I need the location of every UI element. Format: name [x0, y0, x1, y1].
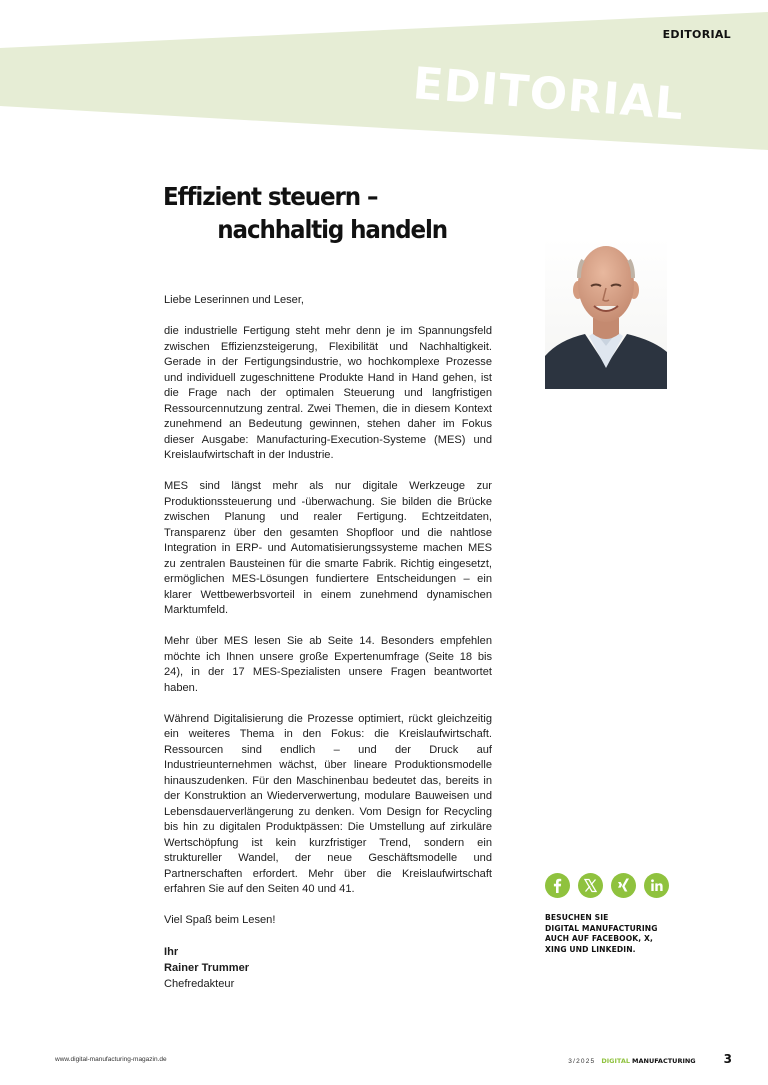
- signature-name: Rainer Trummer: [164, 962, 250, 974]
- xing-icon[interactable]: [611, 873, 636, 898]
- page-number: 3: [723, 1052, 732, 1066]
- header-band: [0, 0, 768, 160]
- social-promo-text: [545, 913, 685, 955]
- paragraph-2: MES sind längst mehr als nur digitale Werkzeuge zur Produktionssteuerung und -überwachung. Sie bilden die Brücke zwischen Planung und realer Fertigung. Echtzeitdaten, Transparenz über den gesamten Shopfloor und die nahtlose Integration in ERP- und Automatisierungssysteme machen MES zu zentralen Bausteinen für die smarte Fabrik. Richtig eingesetzt, ermöglichen MES-Lösungen fundiertere Entscheidungen – ein klarer Wettbewerbsvorteil in einem zunehmend dynamischen Marktumfeld.: [164, 480, 492, 616]
- brand-digital: DIGITAL: [601, 1057, 631, 1065]
- section-label: EDITORIAL: [662, 28, 731, 41]
- author-portrait: [545, 238, 667, 389]
- brand-manufacturing: MANUFACTURING: [632, 1057, 696, 1065]
- linkedin-icon[interactable]: [644, 873, 669, 898]
- signature-greeting: Ihr: [164, 946, 179, 958]
- closing: Viel Spaß beim Lesen!: [164, 914, 276, 926]
- social-text-line-3: AUCH AUF FACEBOOK, X,: [545, 934, 653, 943]
- paragraph-3: Mehr über MES lesen Sie ab Seite 14. Besonders empfehlen möchte ich Ihnen unsere große Expertenumfrage (Seite 18 bis 24), in der 17 MES-Spezialisten unsere Fragen beantwortet haben.: [164, 635, 492, 694]
- x-icon[interactable]: [578, 873, 603, 898]
- signature: [164, 944, 492, 992]
- social-text-line-2: DIGITAL MANUFACTURING: [545, 923, 658, 933]
- paragraph-4: Während Digitalisierung die Prozesse optimiert, rückt gleichzeitig ein weiteres Thema in den Fokus: die Kreislaufwirtschaft. Ressourcen sind endlich – und der Druck auf Industrieunternehmen wächst, über lineare Produktionsmodelle hinauszudenken. Für den Maschinenbau bedeutet das, bereits in der Konstruktion an Wiederverwertung, modulare Bauweisen und Lebensdauerverlängerung zu denken. Vom Design for Recycling bis hin zu digitalen Produktpässen: Die Umstellung auf zirkuläre Wertschöpfung ist kein kurzfristiger Trend, sondern ein struktureller Wandel, der neue Geschäftsmodelle und Partnerschaften erfordert. Mehr über die Kreislaufwirtschaft erfahren Sie auf den Seiten 40 und 41.: [164, 712, 492, 895]
- facebook-icon[interactable]: [545, 873, 570, 898]
- article-body: [164, 293, 492, 992]
- social-text-line-4: XING UND LINKEDIN.: [545, 944, 636, 954]
- issue-number: 3/2025: [568, 1058, 596, 1065]
- salutation: Liebe Leserinnen und Leser,: [164, 294, 305, 306]
- headline: [163, 180, 447, 246]
- footer-info: [568, 1052, 732, 1066]
- paragraph-1: die industrielle Fertigung steht mehr denn je im Spannungsfeld zwischen Effizienzsteigerung, Flexibilität und Nachhaltigkeit. Gerade in der Fertigungsindustrie, wo hochkomplexe Prozesse und individuell zugeschnittene Produkte Hand in Hand gehen, ist die Frage nach der optimalen Steuerung und langfristigen Ressourcennutzung zentral. Zwei Themen, die in diesem Kontext zunehmend an Bedeutung gewinnen, stehen daher im Fokus dieser Ausgabe: Manufacturing-Execution-Systeme (MES) und Kreislaufwirtschaft in der Industrie.: [164, 325, 492, 461]
- headline-line-1: Effizient steuern –: [163, 182, 378, 211]
- social-icons: [545, 873, 669, 898]
- footer-url[interactable]: www.digital-manufacturing-magazin.de: [55, 1056, 167, 1063]
- headline-line-2: nachhaltig handeln: [217, 215, 448, 244]
- band-word: EDITORIAL: [411, 58, 687, 131]
- social-text-line-1: BESUCHEN SIE: [545, 913, 609, 922]
- signature-role: Chefredakteur: [164, 978, 235, 990]
